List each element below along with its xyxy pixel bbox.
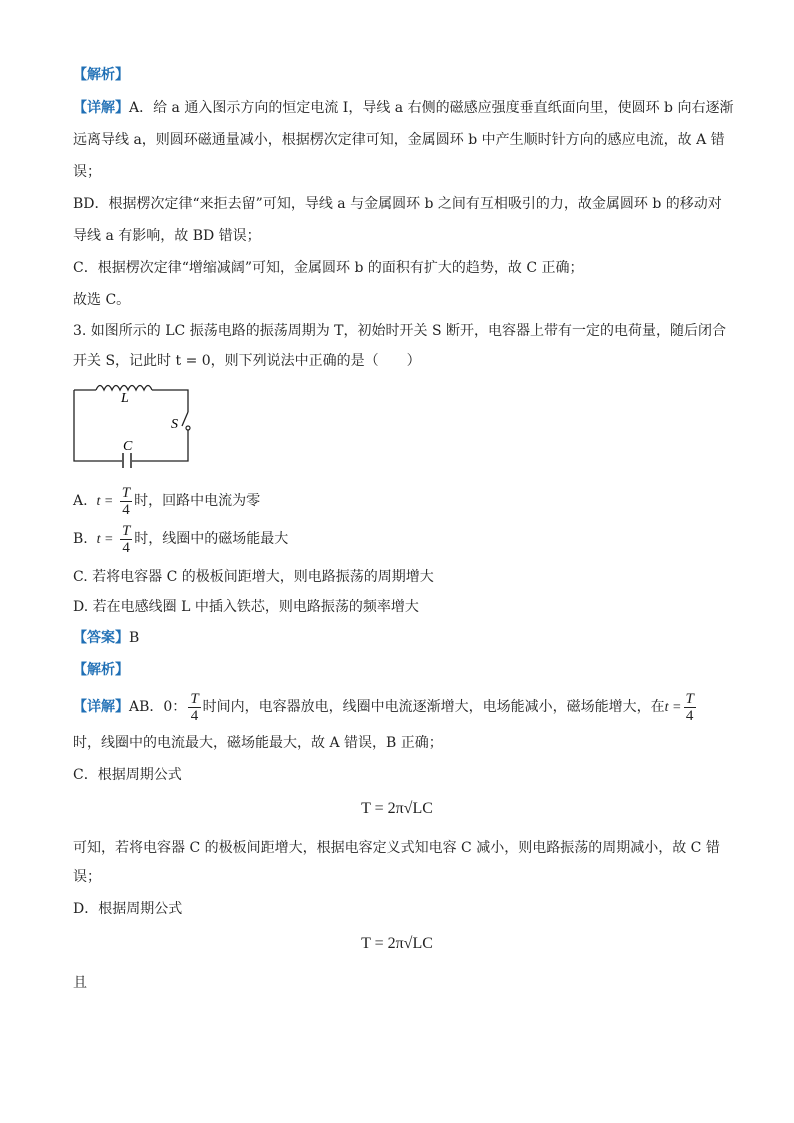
time-var: t = xyxy=(664,700,682,715)
ab-explanation xyxy=(73,688,698,727)
question-stem: 开关 S，记此时 t = 0，则下列说法中正确的是（ ） xyxy=(73,353,421,369)
text-line: C．根据周期公式 xyxy=(73,767,182,783)
switch-blade xyxy=(182,412,188,426)
text-line: 故选 C。 xyxy=(73,292,131,308)
fraction-t-over-4: $\frac{T}{4}$ xyxy=(121,522,131,556)
text-line: 远离导线 a，则圆环磁通量减小，根据楞次定律可知，金属圆环 b 中产生顺时针方向的感应电流，故 A 错 xyxy=(73,132,725,148)
time-var: t = xyxy=(96,494,114,509)
switch-contact xyxy=(186,426,190,430)
option-c: C. 若将电容器 C 的极板间距增大，则电路振荡的周期增大 xyxy=(73,569,434,585)
option-label: A. xyxy=(73,493,88,509)
inductor-coil xyxy=(96,386,152,391)
fraction-t-over-4: $\frac{T}{4}$ xyxy=(685,690,694,724)
text-line: 误； xyxy=(73,164,101,180)
formula-period: T = 2π√LC xyxy=(361,800,433,817)
text-line: BD．根据楞次定律“来拒去留”可知，导线 a 与金属圆环 b 之间有互相吸引的力，故金属圆环 b 的移动对 xyxy=(73,196,722,212)
text-line: C．根据楞次定律“增缩减阔”可知，金属圆环 b 的面积有扩大的趋势，故 C 正确； xyxy=(73,260,584,276)
detail-tag: 【详解】 xyxy=(73,100,129,116)
time-var: t = xyxy=(96,532,114,547)
text-line xyxy=(73,97,733,119)
text-line: 误； xyxy=(73,869,101,885)
circuit-wire-top-right xyxy=(152,390,188,412)
option-d: D. 若在电感线圈 L 中插入铁芯，则电路振荡的频率增大 xyxy=(73,599,419,615)
text-span: A．给 a 通入图示方向的恒定电流 I，导线 a 右侧的磁感应强度垂直纸面向里，使圆环 b 向右逐渐 xyxy=(129,100,734,116)
fraction-t-over-4: $\frac{T}{4}$ xyxy=(121,484,131,518)
answer-value: B xyxy=(129,630,140,646)
label-C: C xyxy=(123,439,133,454)
option-a xyxy=(73,484,260,519)
text-span: AB．0： xyxy=(129,699,187,715)
circuit-wire-left xyxy=(74,390,122,461)
text-span: 时间内，电容器放电，线圈中电流逐渐增大，电场能减小，磁场能增大，在 xyxy=(202,699,665,715)
lc-circuit-diagram xyxy=(70,378,195,468)
analysis-header-2: 【解析】 xyxy=(73,662,129,678)
label-S: S xyxy=(171,417,178,432)
text-line: D．根据周期公式 xyxy=(73,901,183,917)
text-line: 可知，若将电容器 C 的极板间距增大，根据电容定义式知电容 C 减小，则电路振荡的周期减小，故 C 错 xyxy=(73,840,720,856)
option-label: B. xyxy=(73,531,88,547)
text-line: 导线 a 有影响，故 BD 错误； xyxy=(73,228,261,244)
formula-period: T = 2π√LC xyxy=(361,935,433,952)
fraction-t-over-4: $\frac{T}{4}$ xyxy=(190,690,199,724)
detail-tag: 【详解】 xyxy=(73,699,129,715)
option-text: 时，线圈中的磁场能最大 xyxy=(134,531,289,547)
label-L: L xyxy=(121,391,129,406)
analysis-header-1: 【解析】 xyxy=(73,67,129,83)
question-stem: 3. 如图所示的 LC 振荡电路的振荡周期为 T，初始时开关 S 断开，电容器上带有一定的电荷量，随后闭合 xyxy=(73,323,726,339)
circuit-wire-right xyxy=(132,430,188,461)
text-line: 且 xyxy=(73,975,87,991)
answer-line xyxy=(73,627,139,649)
answer-tag: 【答案】 xyxy=(73,630,129,646)
option-text: 时，回路中电流为零 xyxy=(134,493,261,509)
option-b xyxy=(73,522,288,557)
text-line: 时，线圈中的电流最大，磁场能最大，故 A 错误，B 正确； xyxy=(73,735,443,751)
